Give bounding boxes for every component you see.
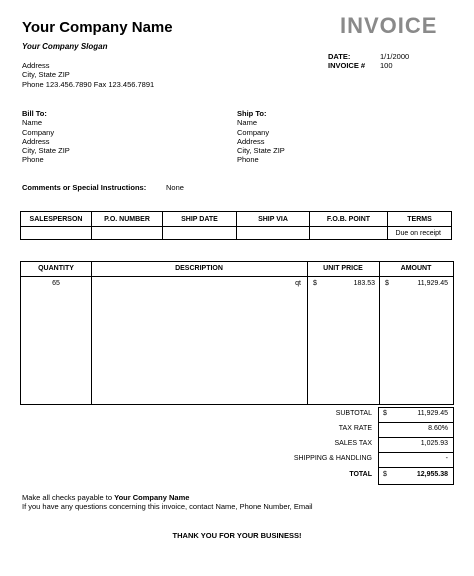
header-fob-point: F.O.B. POINT — [310, 212, 388, 227]
header-po-number: P.O. NUMBER — [92, 212, 163, 227]
bill-to-block — [22, 109, 70, 165]
bill-to-address: Address — [22, 136, 50, 146]
subtotal-currency: $ — [383, 410, 387, 417]
questions-note: If you have any questions concerning this invoice, contact Name, Phone Number, Email — [22, 502, 313, 511]
subtotal-label: SUBTOTAL — [335, 410, 372, 417]
comments-label: Comments or Special Instructions: — [22, 183, 147, 192]
company-city: City, State ZIP — [22, 70, 70, 80]
salesperson-cell — [21, 227, 92, 240]
company-address: Address — [22, 61, 50, 70]
total-value: 12,955.38 — [416, 471, 448, 478]
header-salesperson: SALESPERSON — [21, 212, 92, 227]
header-unit-price: UNIT PRICE — [323, 265, 363, 272]
ship-to-heading: Ship To: — [237, 109, 267, 118]
order-info-table — [20, 211, 452, 240]
total-currency: $ — [383, 471, 387, 478]
divider — [378, 467, 453, 468]
bill-to-name: Name — [22, 118, 43, 128]
date-value: 1/1/2000 — [380, 52, 410, 61]
sales-tax-value: 1,025.93 — [420, 440, 448, 447]
invoice-number-label: INVOICE # — [328, 61, 366, 70]
ship-via-cell — [237, 227, 310, 240]
divider — [378, 452, 453, 453]
shipping-value: - — [445, 455, 448, 462]
column-divider — [307, 262, 308, 404]
ship-to-city: City, State ZIP — [237, 146, 285, 156]
column-divider — [379, 262, 380, 404]
checks-payable-note — [22, 493, 189, 502]
company-address-block — [22, 61, 154, 89]
bill-to-company: Company — [22, 127, 55, 137]
header-terms: TERMS — [388, 212, 452, 227]
tax-rate-value: 8.60% — [428, 425, 448, 432]
header-description: DESCRIPTION — [175, 265, 223, 272]
fob-point-cell — [310, 227, 388, 240]
row-amount-currency: $ — [385, 280, 389, 287]
divider — [378, 437, 453, 438]
row-description: qt — [295, 280, 301, 287]
column-divider — [91, 262, 92, 404]
ship-to-phone: Phone — [237, 155, 259, 165]
header-ship-via: SHIP VIA — [237, 212, 310, 227]
checks-company: Your Company Name — [114, 493, 190, 502]
subtotal-value: 11,929.45 — [417, 410, 448, 417]
company-slogan: Your Company Slogan — [22, 42, 108, 51]
thank-you-message: THANK YOU FOR YOUR BUSINESS! — [172, 531, 302, 540]
terms-cell: Due on receipt — [388, 227, 452, 240]
checks-prefix: Make all checks payable to — [22, 493, 115, 502]
company-phone-fax: Phone 123.456.7890 Fax 123.456.7891 — [22, 79, 155, 89]
total-label: TOTAL — [349, 471, 372, 478]
ship-to-address: Address — [237, 136, 265, 146]
items-table — [20, 261, 454, 405]
shipping-label: SHIPPING & HANDLING — [293, 455, 372, 462]
ship-to-company: Company — [237, 127, 270, 137]
header-ship-date: SHIP DATE — [163, 212, 237, 227]
ship-date-cell — [163, 227, 237, 240]
row-amount: 11,929.45 — [417, 280, 448, 287]
company-name: Your Company Name — [22, 19, 173, 36]
row-quantity: 65 — [52, 280, 60, 287]
bill-to-phone: Phone — [22, 155, 44, 165]
header-quantity: QUANTITY — [38, 265, 74, 272]
date-label: DATE: — [328, 52, 351, 61]
bill-to-heading: Bill To: — [22, 109, 47, 118]
divider — [378, 422, 453, 423]
po-number-cell — [92, 227, 163, 240]
invoice-number-value: 100 — [380, 61, 393, 70]
header-amount: AMOUNT — [400, 265, 432, 272]
ship-to-block — [237, 109, 285, 165]
items-header-divider — [21, 276, 453, 277]
comments-value: None — [166, 183, 184, 192]
tax-rate-label: TAX RATE — [338, 425, 372, 432]
row-unit-price: 183.53 — [353, 280, 375, 287]
sales-tax-label: SALES TAX — [334, 440, 372, 447]
ship-to-name: Name — [237, 118, 258, 128]
row-unit-price-currency: $ — [313, 280, 317, 287]
bill-to-city: City, State ZIP — [22, 146, 70, 156]
invoice-title: INVOICE — [340, 13, 438, 38]
